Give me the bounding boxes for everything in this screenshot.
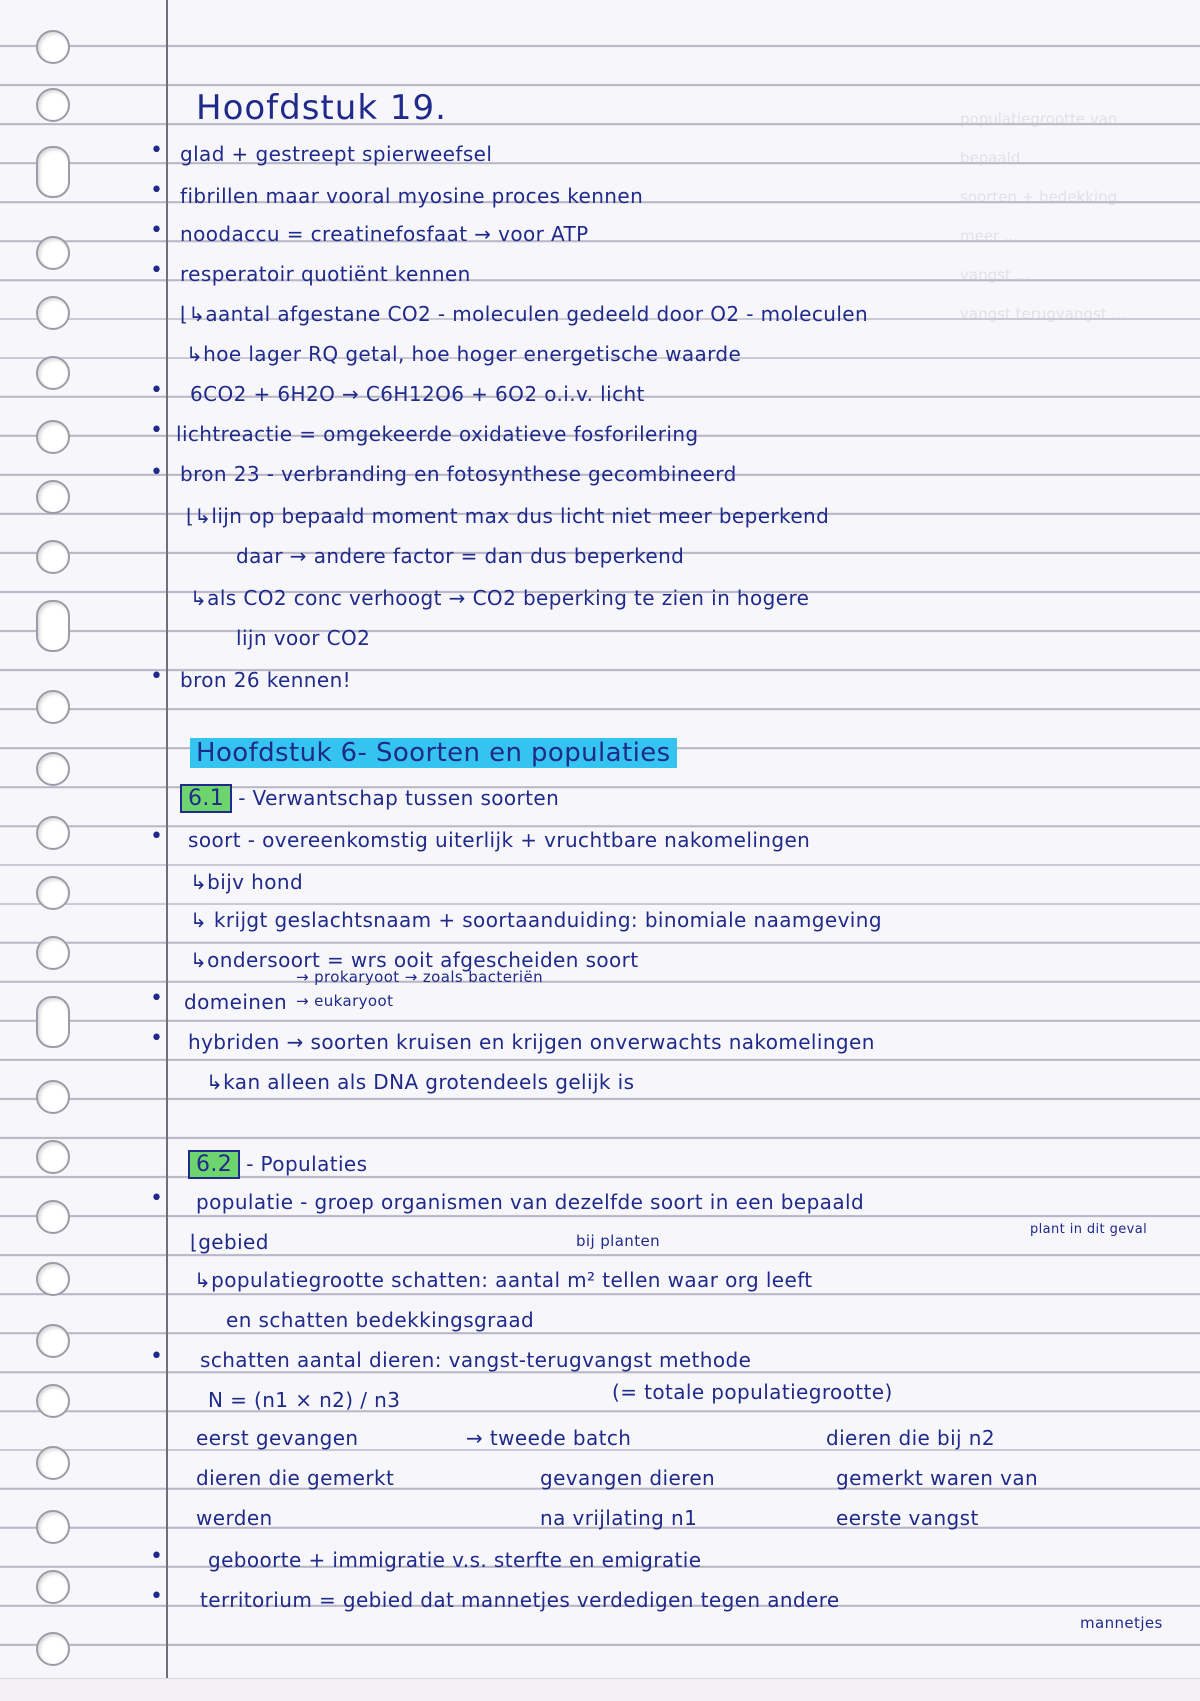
chapter-6-title: Hoofdstuk 6- Soorten en populaties <box>190 738 677 768</box>
ghost-line: vangst ... <box>960 266 1030 284</box>
formula-explanation: gemerkt waren van <box>836 1466 1039 1490</box>
note-subline: ↳bijv hond <box>190 870 304 894</box>
ghost-line: populatiegrootte van bepaald <box>960 110 1118 167</box>
note-line: noodaccu = creatinefosfaat → voor ATP <box>180 222 589 246</box>
formula: N = (n1 × n2) / n3 <box>208 1388 401 1412</box>
note-line: schatten aantal dieren: vangst-terugvangst methode <box>200 1348 752 1372</box>
formula-explanation: werden <box>196 1506 273 1530</box>
note-subline: ↳ krijgt geslachtsnaam + soortaanduiding: binomiale naamgeving <box>190 908 882 932</box>
note-line: geboorte + immigratie v.s. sterfte en emigratie <box>208 1548 702 1572</box>
note-subline: ⌊gebied <box>190 1230 269 1254</box>
bullet: • <box>150 1544 163 1569</box>
note-subline: ↳als CO2 conc verhoogt → CO2 beperking te zien in hogere <box>190 586 810 610</box>
section-title: - Populaties <box>246 1152 368 1176</box>
note-annotation: plant in dit geval <box>1030 1222 1148 1237</box>
formula-explanation: dieren die bij n2 <box>826 1426 995 1450</box>
formula-explanation: dieren die gemerkt <box>196 1466 395 1490</box>
section-6-1-heading <box>180 784 559 813</box>
note-line: territorium = gebied dat mannetjes verdedigen tegen andere <box>200 1588 840 1612</box>
note-annotation: mannetjes <box>1080 1614 1163 1632</box>
note-line: lichtreactie = omgekeerde oxidatieve fosforilering <box>176 422 699 446</box>
formula-explanation: gevangen dieren <box>540 1466 716 1490</box>
bullet: • <box>150 138 163 163</box>
bullet: • <box>150 824 163 849</box>
equation-line: 6CO2 + 6H2O → C6H12O6 + 6O2 o.i.v. licht <box>190 382 645 406</box>
formula-explanation: eerst gevangen <box>196 1426 359 1450</box>
note-subline: ↳hoe lager RQ getal, hoe hoger energetische waarde <box>186 342 742 366</box>
page-bottom-edge <box>0 1678 1200 1701</box>
note-line: populatie - groep organismen van dezelfde soort in een bepaald <box>196 1190 865 1214</box>
bullet: • <box>150 1584 163 1609</box>
bullet: • <box>150 178 163 203</box>
note-line: hybriden → soorten kruisen en krijgen onverwachts nakomelingen <box>188 1030 875 1054</box>
bullet: • <box>150 1344 163 1369</box>
note-subline: ↳ondersoort = wrs ooit afgescheiden soort <box>190 948 639 972</box>
note-annotation: → eukaryoot <box>296 992 394 1010</box>
chapter-19-title: Hoofdstuk 19. <box>196 88 447 128</box>
section-label: 6.2 <box>188 1150 240 1179</box>
note-annotation: (= totale populatiegrootte) <box>612 1380 893 1404</box>
note-line: fibrillen maar vooral myosine proces kennen <box>180 184 644 208</box>
formula-explanation: na vrijlating n1 <box>540 1506 698 1530</box>
bullet: • <box>150 418 163 443</box>
ghost-line: meer ... <box>960 227 1019 245</box>
note-subline: ⌊↳aantal afgestane CO2 - moleculen gedeeld door O2 - moleculen <box>180 302 869 326</box>
note-subline: ↳kan alleen als DNA grotendeels gelijk is <box>206 1070 635 1094</box>
note-subline: ↳populatiegrootte schatten: aantal m² tellen waar org leeft <box>194 1268 813 1292</box>
note-line: domeinen <box>184 990 288 1014</box>
note-subline: en schatten bedekkingsgraad <box>226 1308 535 1332</box>
bullet: • <box>150 986 163 1011</box>
bullet: • <box>150 218 163 243</box>
note-annotation: → prokaryoot → zoals bacteriën <box>296 968 544 986</box>
bullet: • <box>150 664 163 689</box>
formula-explanation: → tweede batch <box>466 1426 632 1450</box>
note-line: glad + gestreept spierweefsel <box>180 142 493 166</box>
note-subline: daar → andere factor = dan dus beperkend <box>236 544 685 568</box>
section-6-2-heading <box>188 1150 367 1179</box>
ghost-line: vangst terugvangst ... <box>960 305 1126 323</box>
section-title: - Verwantschap tussen soorten <box>238 786 560 810</box>
bullet: • <box>150 378 163 403</box>
ghost-line: soorten + bedekking <box>960 188 1118 206</box>
section-label: 6.1 <box>180 784 232 813</box>
bullet: • <box>150 1026 163 1051</box>
bullet: • <box>150 460 163 485</box>
formula-explanation: eerste vangst <box>836 1506 979 1530</box>
bullet: • <box>150 258 163 283</box>
bullet: • <box>150 1186 163 1211</box>
note-subline: lijn voor CO2 <box>236 626 371 650</box>
note-subline: ⌊↳lijn op bepaald moment max dus licht niet meer beperkend <box>186 504 830 528</box>
note-line: bron 26 kennen! <box>180 668 352 692</box>
note-line: resperatoir quotiënt kennen <box>180 262 471 286</box>
note-line: bron 23 - verbranding en fotosynthese gecombineerd <box>180 462 737 486</box>
note-annotation: bij planten <box>576 1232 661 1250</box>
note-line: soort - overeenkomstig uiterlijk + vruchtbare nakomelingen <box>188 828 811 852</box>
